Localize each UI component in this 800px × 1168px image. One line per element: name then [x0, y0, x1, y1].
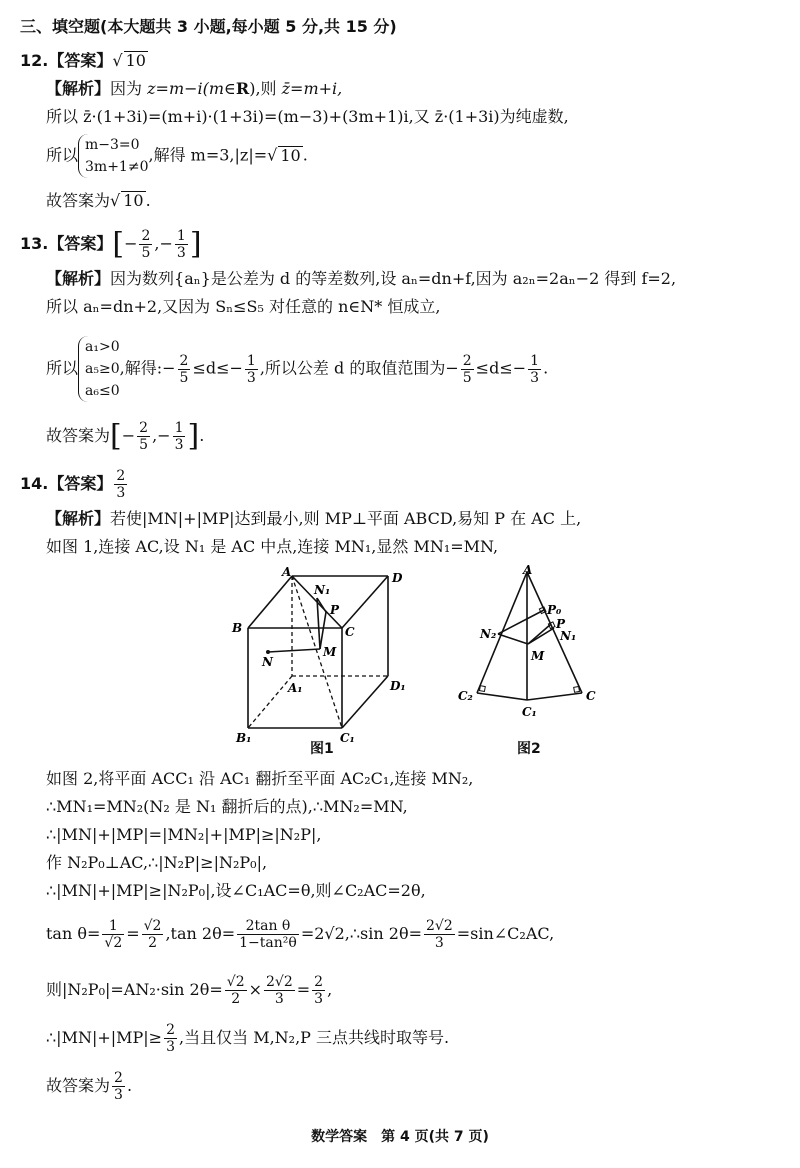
- q14-conclusion: [46, 1070, 132, 1103]
- q14-text: =sin∠C₂AC,: [456, 924, 555, 943]
- q14-frac: $\frac{1}{√2}$: [104, 918, 123, 951]
- q13-text: ,解得:−: [119, 358, 176, 378]
- fig2-label-N1: N₁: [560, 629, 577, 643]
- q13-frac: $\frac{2}{5}$: [179, 352, 189, 386]
- fig1-label-M: M: [323, 645, 337, 659]
- fig2-label-P: P: [556, 617, 566, 631]
- q13-frac: $\frac{2}{5}$: [462, 352, 472, 386]
- q12-sqrt: 10: [123, 191, 144, 210]
- q13-frac: $\frac{1}{3}$: [530, 352, 540, 386]
- q13-text: 故答案为: [46, 426, 111, 445]
- fig1-label-C1: C₁: [340, 731, 355, 745]
- answer-label: 【答案】: [48, 474, 113, 493]
- q12-text: 所以: [46, 145, 79, 165]
- q12-answer-line: 12.【答案】√ 10: [20, 51, 146, 70]
- q13-answer-line: 13.【答案】[− $\frac{2}{5}$ ,− $\frac{1}{3}$ ]: [20, 226, 202, 262]
- q12-sqrt: 10: [280, 145, 301, 165]
- fig1-label-N: N: [262, 655, 273, 669]
- q13-frac: $\frac{2}{5}$: [139, 420, 149, 453]
- q13-conclusion: 故答案为[− $\frac{2}{5}$ ,− $\frac{1}{3}$ ].: [46, 418, 205, 454]
- q14-text: ,当且仅当 M,N₂,P 三点共线时取等号.: [179, 1028, 450, 1047]
- q13-sys-eq1: a₁>0: [85, 339, 120, 355]
- q13-frac: $\frac{1}{3}$: [246, 352, 256, 386]
- q13-frac: $\frac{2}{5}$: [141, 228, 151, 261]
- q14-text: ×: [248, 980, 263, 999]
- q14-analysis-line8: tan θ= $\frac{1}{√2}$ = $\frac{√2}{2}$ ,tan 2θ= $\frac{\text{2tan θ}}{\text{1−tan²θ}}$ =2√2,∴sin 2θ= $\frac{2√2}{3}$ =sin∠C₂AC,: [46, 918, 555, 951]
- q14-analysis-line3: 如图 2,将平面 ACC₁ 沿 AC₁ 翻折至平面 AC₂C₁,连接 MN₂,: [46, 769, 474, 788]
- q13-text: ≤d≤−: [192, 358, 243, 378]
- q14-text: 若使|MN|+|MP|达到最小,则 MP⊥平面 ABCD,易知 P 在 AC 上,: [110, 509, 582, 528]
- analysis-label: 【解析】: [46, 269, 111, 288]
- q12-analysis-line3: 所以m−3=0 3m+1≠0,解得 m=3,|z|=√ 10 .: [46, 134, 308, 178]
- q13-analysis-line2: 所以 aₙ=dn+2,又因为 Sₙ≤S₅ 对任意的 n∈N* 恒成立,: [46, 297, 441, 316]
- fig1-label-N1: N₁: [314, 583, 331, 597]
- q12-text: ),则: [249, 79, 282, 98]
- q14-number: 14.: [20, 474, 49, 493]
- q12-text: ,解得 m=3,|z|=: [148, 145, 268, 165]
- q13-text: .: [543, 358, 549, 378]
- q13-sys-eq3: a₆≤0: [85, 383, 120, 399]
- q13-sys-eq2: a₅≥0: [85, 361, 120, 377]
- fig1-label-A1: A₁: [288, 681, 303, 695]
- q12-system: [78, 134, 148, 178]
- q14-answer-line: [20, 468, 129, 501]
- q12-conclusion: 故答案为√ 10 .: [46, 191, 151, 210]
- q14-text: ,tan 2θ=: [165, 924, 236, 943]
- fig2-label-N2: N₂: [480, 627, 497, 641]
- fig1-label-D1: D₁: [390, 679, 406, 693]
- answer-label: 【答案】: [48, 51, 113, 70]
- fig1-label-P: P: [330, 603, 340, 617]
- fig1-label-D: D: [392, 571, 403, 585]
- q12-text: 故答案为: [46, 191, 111, 210]
- fig2-label-A: A: [523, 563, 533, 577]
- q12-text: 因为: [110, 79, 148, 98]
- q14-analysis-line4: ∴MN₁=MN₂(N₂ 是 N₁ 翻折后的点),∴MN₂=MN,: [46, 797, 408, 816]
- q14-text: ∴|MN|+|MP|≥: [46, 1028, 163, 1047]
- fig2-label-M: M: [531, 649, 545, 663]
- q12-text: .: [302, 145, 308, 165]
- q12-number: 12.: [20, 51, 49, 70]
- q12-real-set: R: [235, 79, 250, 98]
- q12-sys-eq1: m−3=0: [85, 137, 140, 153]
- q14-text: .: [126, 1076, 133, 1095]
- q13-analysis-line3: [46, 336, 548, 402]
- q14-frac: $\frac{√2}{2}$: [226, 974, 245, 1007]
- q12-analysis-line1: [46, 78, 342, 100]
- answer-label: 【答案】: [48, 234, 113, 253]
- q13-text: 所以: [46, 358, 79, 378]
- q14-text: 故答案为: [46, 1076, 111, 1095]
- q12-text: .: [145, 191, 151, 210]
- q14-answer-frac: $\frac{2}{3}$: [116, 468, 126, 501]
- q13-analysis-line1: [46, 268, 676, 290]
- q14-analysis-line6: 作 N₂P₀⊥AC,∴|N₂P|≥|N₂P₀|,: [46, 853, 268, 872]
- fig1-label-B: B: [232, 621, 243, 635]
- q14-analysis-line10: [46, 1022, 449, 1055]
- q13-system: [78, 336, 120, 402]
- q14-text: =2√2,∴sin 2θ=: [300, 924, 422, 943]
- q14-analysis-line1: [46, 508, 581, 530]
- q14-frac: $\frac{2√2}{3}$: [425, 918, 453, 951]
- q12-analysis-line2: 所以 z̄·(1+3i)=(m+i)·(1+3i)=(m−3)+(3m+1)i,又 z̄·(1+3i)为纯虚数,: [46, 107, 569, 126]
- q13-frac: $\frac{1}{3}$: [174, 420, 184, 453]
- q14-text: =: [296, 980, 311, 999]
- q12-expr: z=m−i(m∈: [147, 79, 236, 98]
- fig2-label-C1: C₁: [522, 705, 537, 719]
- q14-frac: $\frac{2}{3}$: [314, 974, 324, 1007]
- q14-frac: $\frac{2}{3}$: [166, 1022, 176, 1055]
- q14-frac: $\frac{2}{3}$: [114, 1070, 123, 1103]
- fig1-label-B1: B₁: [236, 731, 252, 745]
- analysis-label: 【解析】: [46, 79, 111, 98]
- q14-frac: $\frac{√2}{2}$: [143, 918, 162, 951]
- q14-frac: $\frac{2√2}{3}$: [266, 974, 293, 1007]
- q12-sys-eq2: 3m+1≠0: [85, 159, 149, 175]
- q13-number: 13.: [20, 234, 49, 253]
- figure2-caption: 图2: [517, 741, 541, 757]
- figure2-folded: [452, 560, 612, 740]
- figure1-caption: 图1: [310, 741, 334, 757]
- q13-text: ≤d≤−: [475, 358, 527, 378]
- q14-analysis-line7: ∴|MN|+|MP|≥|N₂P₀|,设∠C₁AC=θ,则∠C₂AC=2θ,: [46, 881, 426, 900]
- q14-analysis-line2: 如图 1,连接 AC,设 N₁ 是 AC 中点,连接 MN₁,显然 MN₁=MN,: [46, 537, 499, 556]
- q14-analysis-line9: [46, 974, 332, 1007]
- q14-text: tan θ=: [46, 924, 101, 943]
- q13-frac: $\frac{1}{3}$: [176, 228, 186, 261]
- q14-text: 则|N₂P₀|=AN₂·sin 2θ=: [46, 980, 223, 999]
- fig1-label-C: C: [345, 625, 355, 639]
- q13-text: ,所以公差 d 的取值范围为−: [259, 358, 459, 378]
- q14-text: ,: [327, 980, 333, 999]
- q12-answer: 10: [125, 51, 146, 70]
- q12-expr: z̄=m+i,: [281, 79, 343, 98]
- q13-text: 因为数列{aₙ}是公差为 d 的等差数列,设 aₙ=dn+f,因为 a₂ₙ=2aₙ−2 得到 f=2,: [110, 269, 677, 288]
- figure1-cube: [222, 564, 422, 754]
- fig2-label-C2: C₂: [458, 689, 473, 703]
- analysis-label: 【解析】: [46, 509, 111, 528]
- section-title: 三、填空题(本大题共 3 小题,每小题 5 分,共 15 分): [20, 17, 397, 36]
- fig1-label-A: A: [282, 565, 292, 579]
- q14-frac: $\frac{\text{2tan θ}}{\text{1−tan²θ}}$: [239, 918, 297, 951]
- q14-analysis-line5: ∴|MN|+|MP|=|MN₂|+|MP|≥|N₂P|,: [46, 825, 322, 844]
- fig2-label-P0: P₀: [547, 603, 562, 617]
- fig2-label-C: C: [586, 689, 596, 703]
- page-footer: 数学答案 第 4 页(共 7 页): [311, 1129, 489, 1145]
